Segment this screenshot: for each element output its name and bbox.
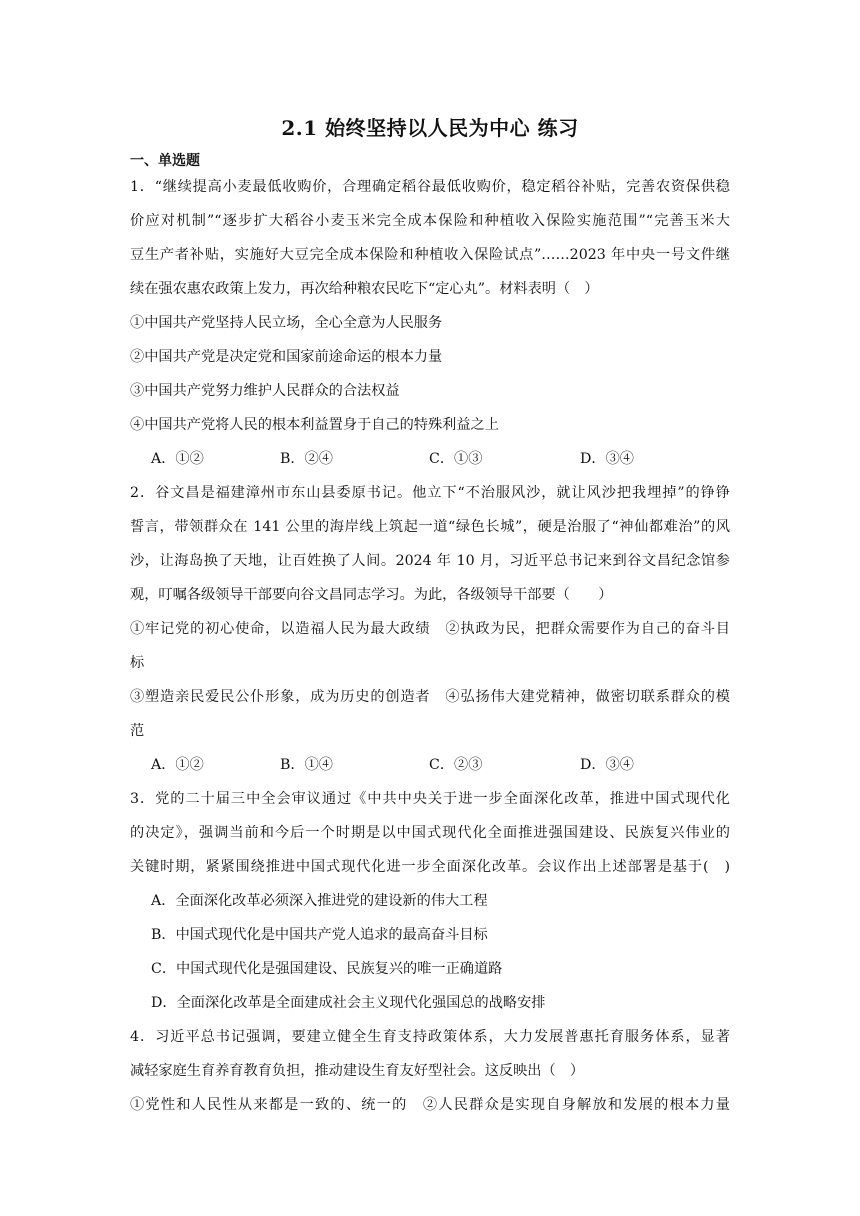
q2-stem-line: 观，叮嘱各级领导干部要向谷文昌同志学习。为此，各级领导干部要（ ）	[130, 587, 613, 603]
q1-option-a[interactable]: A．①②	[151, 451, 204, 467]
q3-option-b[interactable]: B．中国式现代化是中国共产党人追求的最高奋斗目标	[151, 927, 488, 943]
q4-statement: ①党性和人民性从来都是一致的、统一的 ②人民群众是实现自身解放和发展的根本力量	[130, 1097, 730, 1113]
q1-option-d[interactable]: D．③④	[580, 451, 634, 467]
q2-statement: ①牢记党的初心使命，以造福人民为最大政绩 ②执政为民，把群众需要作为自己的奋斗目	[130, 621, 730, 637]
q1-statement: ③中国共产党努力维护人民群众的合法权益	[130, 383, 400, 399]
q1-stem-line: 续在强农惠农政策上发力，再次给种粮农民吃下“定心丸”。材料表明（ ）	[130, 281, 599, 297]
q2-option-d[interactable]: D．③④	[580, 757, 634, 773]
q1-stem-line: 豆生产者补贴，实施好大豆完全成本保险和种植收入保险试点”……2023 年中央一号文件继	[130, 247, 730, 263]
q3-stem-line: 关键时期，紧紧围绕推进中国式现代化进一步全面深化改革。会议作出上述部署是基于( )	[130, 859, 730, 875]
q2-stem-line: 沙，让海岛换了天地，让百姓换了人间。2024 年 10 月，习近平总书记来到谷文昌纪念馆参	[130, 553, 730, 569]
q3-option-a[interactable]: A．全面深化改革必须深入推进党的建设新的伟大工程	[151, 893, 488, 909]
page-title: 2.1 始终坚持以人民为中心 练习	[281, 116, 579, 140]
q1-option-c[interactable]: C．①③	[429, 451, 483, 467]
q4-stem-line: 减轻家庭生育养育教育负担，推动建设生育友好型社会。这反映出（ ）	[130, 1063, 585, 1079]
q2-stem-line: 2．谷文昌是福建漳州市东山县委原书记。他立下“不治服风沙，就让风沙把我埋掉”的铮铮	[130, 485, 730, 501]
q4-stem-line: 4．习近平总书记强调，要建立健全生育支持政策体系，大力发展普惠托育服务体系，显著	[130, 1029, 730, 1045]
q1-statement: ①中国共产党坚持人民立场，全心全意为人民服务	[130, 315, 443, 331]
q1-statement: ④中国共产党将人民的根本利益置身于自己的特殊利益之上	[130, 417, 499, 433]
q2-option-a[interactable]: A．①②	[151, 757, 204, 773]
q3-stem-line: 的决定》，强调当前和今后一个时期是以中国式现代化全面推进强国建设、民族复兴伟业的	[130, 825, 730, 841]
q3-stem-line: 3．党的二十届三中全会审议通过《中共中央关于进一步全面深化改革，推进中国式现代化	[130, 791, 730, 807]
q3-option-d[interactable]: D．全面深化改革是全面建成社会主义现代化强国总的战略安排	[151, 995, 546, 1011]
q1-stem-line: 价应对机制”“逐步扩大稻谷小麦玉米完全成本保险和种植收入保险实施范围”“完善玉米大	[130, 213, 730, 229]
q2-statement: ③塑造亲民爱民公仆形象，成为历史的创造者 ④弘扬伟大建党精神，做密切联系群众的模	[130, 689, 730, 705]
q2-stem-line: 誓言，带领群众在 141 公里的海岸线上筑起一道“绿色长城”，硬是治服了“神仙都难治”的风	[130, 519, 730, 535]
q2-statement: 范	[130, 723, 145, 739]
q1-option-b[interactable]: B．②④	[280, 451, 333, 467]
q2-option-b[interactable]: B．①④	[280, 757, 333, 773]
q1-statement: ②中国共产党是决定党和国家前途命运的根本力量	[130, 349, 443, 365]
q3-option-c[interactable]: C．中国式现代化是强国建设、民族复兴的唯一正确道路	[151, 961, 503, 977]
section-heading: 一、单选题	[130, 153, 200, 169]
q1-stem-line: 1．“继续提高小麦最低收购价，合理确定稻谷最低收购价，稳定稻谷补贴，完善农资保供稳	[130, 179, 730, 195]
q2-statement: 标	[130, 655, 145, 671]
q2-option-c[interactable]: C．②③	[429, 757, 483, 773]
